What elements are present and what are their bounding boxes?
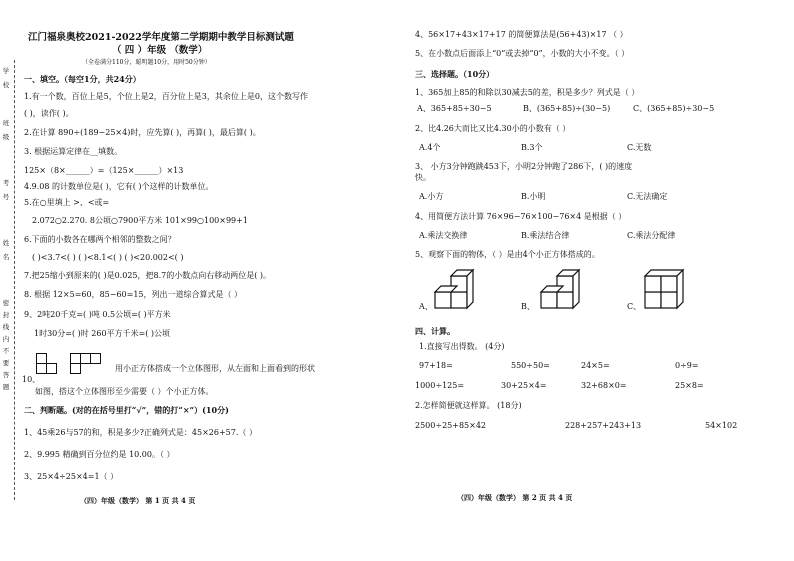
- choice-1-option: B、(365+85)÷(30−5): [523, 104, 611, 113]
- binding-label: 级: [2, 133, 10, 141]
- exam-title: 江门福泉奥校2021-2022学年度第二学期期中教学目标测试题: [28, 32, 294, 43]
- binding-label: 内: [2, 335, 10, 343]
- calc-1-heading: 1.直接写出得数。 (4分): [419, 342, 505, 351]
- binding-label: 姓: [2, 239, 10, 247]
- binding-label: 答: [2, 371, 10, 379]
- question-2: 2.在计算 890÷(189−25×4)时，应先算( )，再算( )，最后算( )。: [24, 128, 261, 137]
- question-4: 4.9.08 的计数单位是( )，它有( )个这样的计数单位。: [24, 182, 214, 191]
- choice-3-option: A.小方: [419, 192, 444, 201]
- choice-4-option: B.乘法结合律: [521, 231, 570, 240]
- choice-4-option: A.乘法交换律: [419, 231, 468, 240]
- choice-3-line2: 快。: [415, 173, 431, 182]
- choice-5-option-b: B、: [521, 302, 535, 311]
- choice-3: 3、 小方3分钟跑跳453下，小明2分钟跑了286下，( )的速度: [415, 162, 633, 171]
- choice-1-option: A、365+85÷30−5: [417, 104, 492, 113]
- question-3-expression: 125×（8×______）=（125×______）×13: [24, 166, 184, 175]
- oral-calc-item: 550÷50=: [511, 361, 550, 370]
- binding-label: 封: [2, 311, 10, 319]
- question-8: 8. 根据 12×5=60，85−60=15，列出一道综合算式是（ ）: [24, 290, 243, 299]
- simplify-calc-item: 54×102: [705, 421, 738, 430]
- section-choice-heading: 三、选择题。（10分）: [415, 69, 495, 79]
- question-1-line2: ( )，读作( )。: [24, 109, 74, 118]
- judge-2: 2、9.995 精确到百分位约是 10.00。（ ）: [24, 450, 175, 459]
- question-1: 1.有一个数，百位上是5，个位上是2，百分位上是3，其余位上是0，这个数写作: [24, 92, 308, 101]
- question-9-line2: 1时30分=( )时 260平方千米=( )公顷: [34, 329, 171, 338]
- binding-label: 密: [2, 299, 10, 307]
- oral-calc-item: 1000÷125=: [415, 381, 465, 390]
- cube-figure-a: [433, 266, 503, 314]
- binding-label: 学: [2, 67, 10, 75]
- oral-calc-item: 30+25×4=: [501, 381, 547, 390]
- oral-calc-item: 32+68×0=: [581, 381, 627, 390]
- simplify-calc-item: 2500÷25+85×42: [415, 421, 487, 430]
- binding-label: 班: [2, 119, 10, 127]
- oral-calc-item: 25×8=: [675, 381, 704, 390]
- choice-3-option: C.无法确定: [627, 192, 668, 201]
- choice-5-option-a: A、: [419, 302, 433, 311]
- question-5-items: 2.072○2.270. 8公顷○7900平方米 101×99○100×99+1: [32, 216, 248, 225]
- choice-4: 4、用简便方法计算 76×96−76×100−76×4 是根据（ ）: [415, 212, 627, 221]
- choice-3-option: B.小明: [521, 192, 546, 201]
- binding-strip: [0, 60, 18, 500]
- binding-label: 不: [2, 347, 10, 355]
- choice-5: 5、观察下面的物体，（ ）是由4个小正方体搭成的。: [415, 250, 600, 259]
- binding-label: 名: [2, 253, 10, 261]
- question-5: 5.在○里填上 >、<或=: [24, 198, 110, 207]
- oral-calc-item: 0÷9=: [675, 361, 699, 370]
- choice-2-option: A.4个: [419, 143, 441, 152]
- binding-label: 校: [2, 81, 10, 89]
- page-footer: （四）年级（数学） 第 1 页 共 4 页: [80, 496, 196, 505]
- judge-4: 4、56×17+43×17+17 的简便算法是(56+43)×17 （ ）: [415, 30, 628, 39]
- exam-info: （全卷满分110分，聪明题10分，用时50分钟）: [82, 59, 211, 66]
- question-7: 7.把25缩小到原来的( )是0.025，把8.7的小数点向右移动两位是( )。: [24, 271, 272, 280]
- judge-5: 5、在小数点后面添上“0”或去掉“0”，小数的大小不变。（ ）: [415, 49, 630, 58]
- judge-1: 1、45乘26与57的和，积是多少?正确列式是：45×26+57.（ ）: [24, 428, 257, 437]
- binding-label: 线: [2, 323, 10, 331]
- judge-3: 3、25×4÷25×4=1（ ）: [24, 472, 119, 481]
- section-calc-heading: 四、计算。: [415, 326, 455, 336]
- seal-line: [14, 60, 15, 500]
- choice-1-option: C、(365+85)÷30−5: [633, 104, 715, 113]
- section-fill-heading: 一、填空。（每空1分，共24分）: [24, 74, 141, 84]
- simplify-calc-item: 228+257+243+13: [565, 421, 642, 430]
- question-3: 3. 根据运算定律在__填数。: [24, 147, 123, 156]
- binding-label: 题: [2, 383, 10, 391]
- binding-label: 考: [2, 179, 10, 187]
- question-10-line2: 如图，搭这个立体图形至少需要（ ）个小正方体。: [35, 387, 214, 396]
- question-6-items: ( )<3.7<( ) ( )<8.1<( ) ( )<20.002<( ): [32, 253, 184, 262]
- choice-1: 1、365加上85的和除以30减去5的差，积是多少？列式是（ ）: [415, 88, 640, 97]
- binding-label: 要: [2, 359, 10, 367]
- oral-calc-item: 97+18=: [419, 361, 453, 370]
- calc-2-heading: 2.怎样简便就这样算。 (18分): [415, 401, 522, 410]
- choice-2-option: B.3个: [521, 143, 543, 152]
- question-10-number: 10、: [22, 375, 41, 384]
- exam-subtitle: （ 四 ）年级 （数学）: [112, 45, 208, 56]
- question-9-line1: 9、2吨20千克=( )吨 0.5公顷=( )平方米: [24, 310, 171, 319]
- question-10: 用小正方体搭成一个立体图形，从左面和上面看到的形状: [115, 364, 315, 373]
- exam-page-2: [397, 0, 794, 561]
- choice-5-option-c: C、: [627, 302, 642, 311]
- cube-figure-c: [643, 258, 713, 314]
- question-6: 6.下面的小数各在哪两个相邻的整数之间？: [24, 235, 176, 244]
- choice-2-option: C.无数: [627, 143, 652, 152]
- page-footer: （四）年级（数学） 第 2 页 共 4 页: [457, 493, 573, 502]
- choice-4-option: C.乘法分配律: [627, 231, 676, 240]
- choice-2: 2、比4.26大而比又比4.30小的小数有（ ）: [415, 124, 571, 133]
- binding-label: 号: [2, 193, 10, 201]
- oral-calc-item: 24×5=: [581, 361, 610, 370]
- section-judge-heading: 二、判断题。(对的在括号里打“√”，错的打“×”）(10分): [24, 405, 229, 415]
- cube-figure-b: [539, 262, 609, 314]
